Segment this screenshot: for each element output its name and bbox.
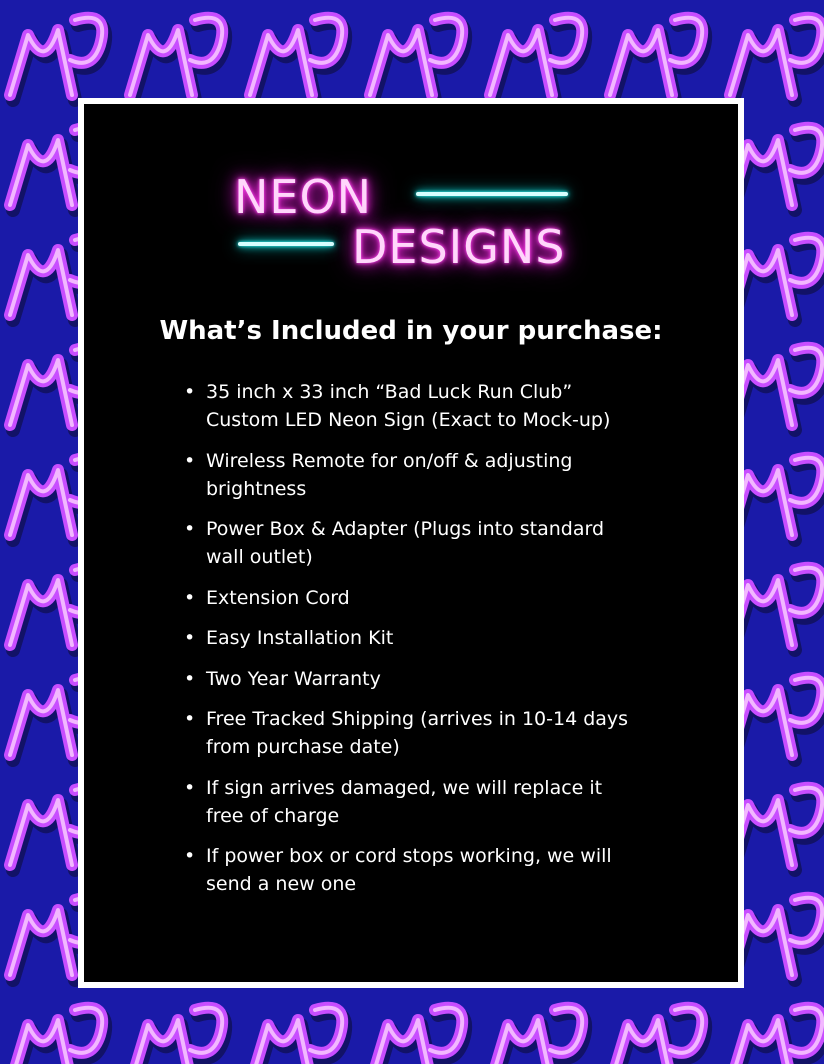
item-text: Two Year Warranty (206, 667, 381, 690)
list-item (184, 584, 654, 612)
included-items-list (184, 378, 654, 911)
item-text: brightness (206, 477, 307, 500)
list-item (184, 378, 654, 434)
list-item (184, 515, 654, 571)
item-text: Power Box & Adapter (Plugs into standard (206, 518, 605, 540)
item-text: Easy Installation Kit (206, 627, 394, 649)
bullet: • (184, 667, 196, 690)
bullet: • (184, 776, 196, 799)
bullet: • (184, 518, 196, 540)
list-item (184, 447, 654, 503)
neon-designs-logo (224, 160, 584, 280)
logo-neon-line-top (416, 192, 568, 196)
logo-line-designs: DESIGNS (352, 220, 566, 274)
item-text: Wireless Remote for on/off & adjusting (206, 449, 573, 472)
content-panel (78, 98, 744, 988)
item-text: free of charge (206, 804, 340, 827)
item-text: If power box or cord stops working, we will (206, 845, 612, 867)
bullet: • (184, 708, 196, 730)
bullet: • (184, 845, 196, 867)
item-text: Free Tracked Shipping (arrives in 10-14 days (206, 708, 629, 730)
item-text: send a new one (206, 873, 357, 895)
item-text: Custom LED Neon Sign (Exact to Mock-up) (206, 409, 611, 431)
list-item (184, 665, 654, 693)
item-text: 35 inch x 33 inch “Bad Luck Run Club” (206, 381, 573, 403)
list-item (184, 842, 654, 898)
logo-line-neon: NEON (234, 170, 373, 224)
bullet: • (184, 381, 196, 403)
item-text: Extension Cord (206, 586, 350, 609)
bullet: • (184, 586, 196, 609)
bullet: • (184, 627, 196, 649)
item-text: wall outlet) (206, 546, 313, 568)
page-heading: What’s Included in your purchase: (159, 316, 663, 346)
list-item (184, 624, 654, 652)
item-text: from purchase date) (206, 736, 400, 758)
list-item (184, 774, 654, 830)
list-item (184, 705, 654, 761)
logo-neon-line-bottom (238, 242, 334, 246)
item-text: If sign arrives damaged, we will replace it (206, 776, 603, 799)
bullet: • (184, 449, 196, 472)
